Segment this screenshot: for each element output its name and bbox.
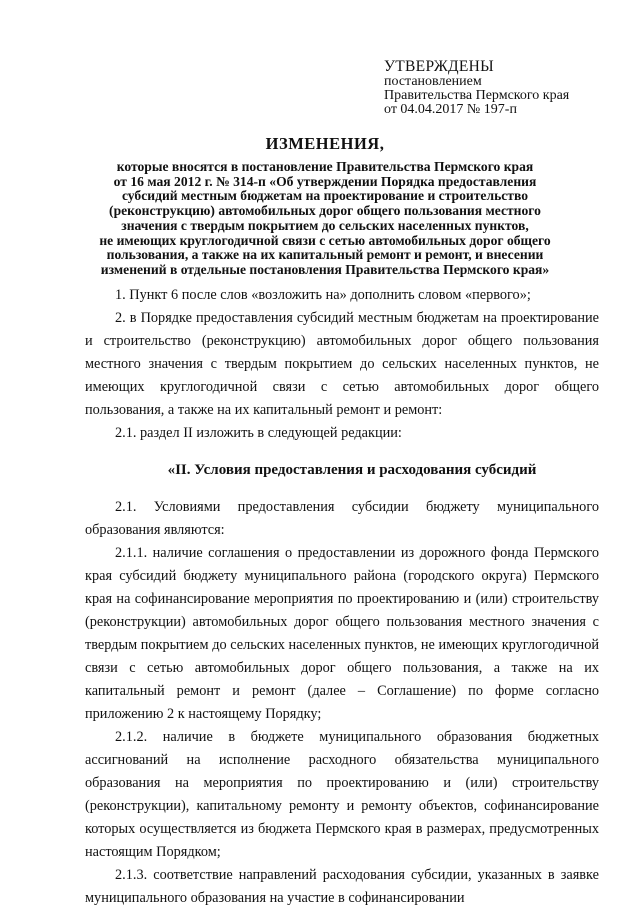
section-title: «II. Условия предоставления и расходования субсидий	[167, 462, 537, 478]
paragraph-2-1-1: 2.1.1. наличие соглашения о предоставлении из дорожного фонда Пермского края субсидий бюджету муниципального района (городского округа) Пермского края на софинансирование мероприятия по проектированию и (или) строительству (реконструкции) автомобильных дорог общего пользования местного значения с твердым покрытием до сельских населенных пунктов, не имеющих круглогодичной связи с сетью автомобильных дорог общего пользования, а также на их капитальный ремонт и ремонт (далее – Соглашение) по форме согласно приложению 2 к настоящему Порядку;	[85, 545, 599, 722]
approval-line-2: Правительства Пермского края	[384, 88, 570, 103]
approval-line-3: от 04.04.2017 № 197-п	[384, 102, 517, 117]
subtitle-line: которые вносятся в постановление Правительства Пермского края	[116, 159, 534, 174]
subtitle-line: от 16 мая 2012 г. № 314-п «Об утверждении Порядка предоставления	[113, 173, 537, 189]
subtitle-line: изменений в отдельные постановления Правительства Пермского края»	[100, 261, 550, 277]
paragraph-2-1: 2.1. раздел II изложить в следующей редакции:	[115, 425, 402, 441]
paragraph-1: 1. Пункт 6 после слов «возложить на» дополнить словом «первого»;	[115, 287, 531, 303]
approval-line-1: постановлением	[384, 74, 482, 89]
subtitle-line: не имеющих круглогодичной связи с сетью автомобильных дорог общего	[99, 232, 551, 248]
paragraph-2: 2. в Порядке предоставления субсидий местным бюджетам на проектирование и строительство (реконструкцию) автомобильных дорог общего пользования местного значения с твердым покрытием до сельских населенных пунктов, не имеющих круглогодичной связи с сетью автомобильных дорог общего пользования, а также на их капитальный ремонт и ремонт:	[85, 310, 599, 418]
subtitle-line: (реконструкцию) автомобильных дорог общего пользования местного	[109, 203, 541, 219]
approval-stamp	[384, 58, 624, 117]
paragraph-2-1-3: 2.1.3. соответствие направлений расходования субсидии, указанных в заявке муниципального образования на участие в софинансировании	[85, 867, 599, 906]
subtitle-line: субсидий местным бюджетам на проектирование и строительство	[121, 188, 529, 204]
paragraph-2-1-2: 2.1.2. наличие в бюджете муниципального образования бюджетных ассигнований на исполнение расходного обязательства муниципального образования на мероприятия по проектированию и (или) строительству (реконструкции), капитальному ремонту и ремонту объектов, софинансирование которых осуществляется из бюджета Пермского края в размерах, предусмотренных настоящим Порядком;	[85, 729, 599, 860]
document-body	[85, 284, 599, 910]
document-title: ИЗМЕНЕНИЯ,	[265, 134, 385, 153]
approval-title: УТВЕРЖДЕНЫ	[384, 58, 494, 75]
paragraph-2-1-conditions: 2.1. Условиями предоставления субсидии бюджету муниципального образования являются:	[85, 499, 599, 538]
subtitle-line: пользования, а также на их капитальный ремонт и ремонт, и внесении	[106, 247, 544, 263]
document-subtitle	[60, 160, 590, 278]
subtitle-line: значения с твердым покрытием до сельских населенных пунктов,	[121, 217, 529, 233]
